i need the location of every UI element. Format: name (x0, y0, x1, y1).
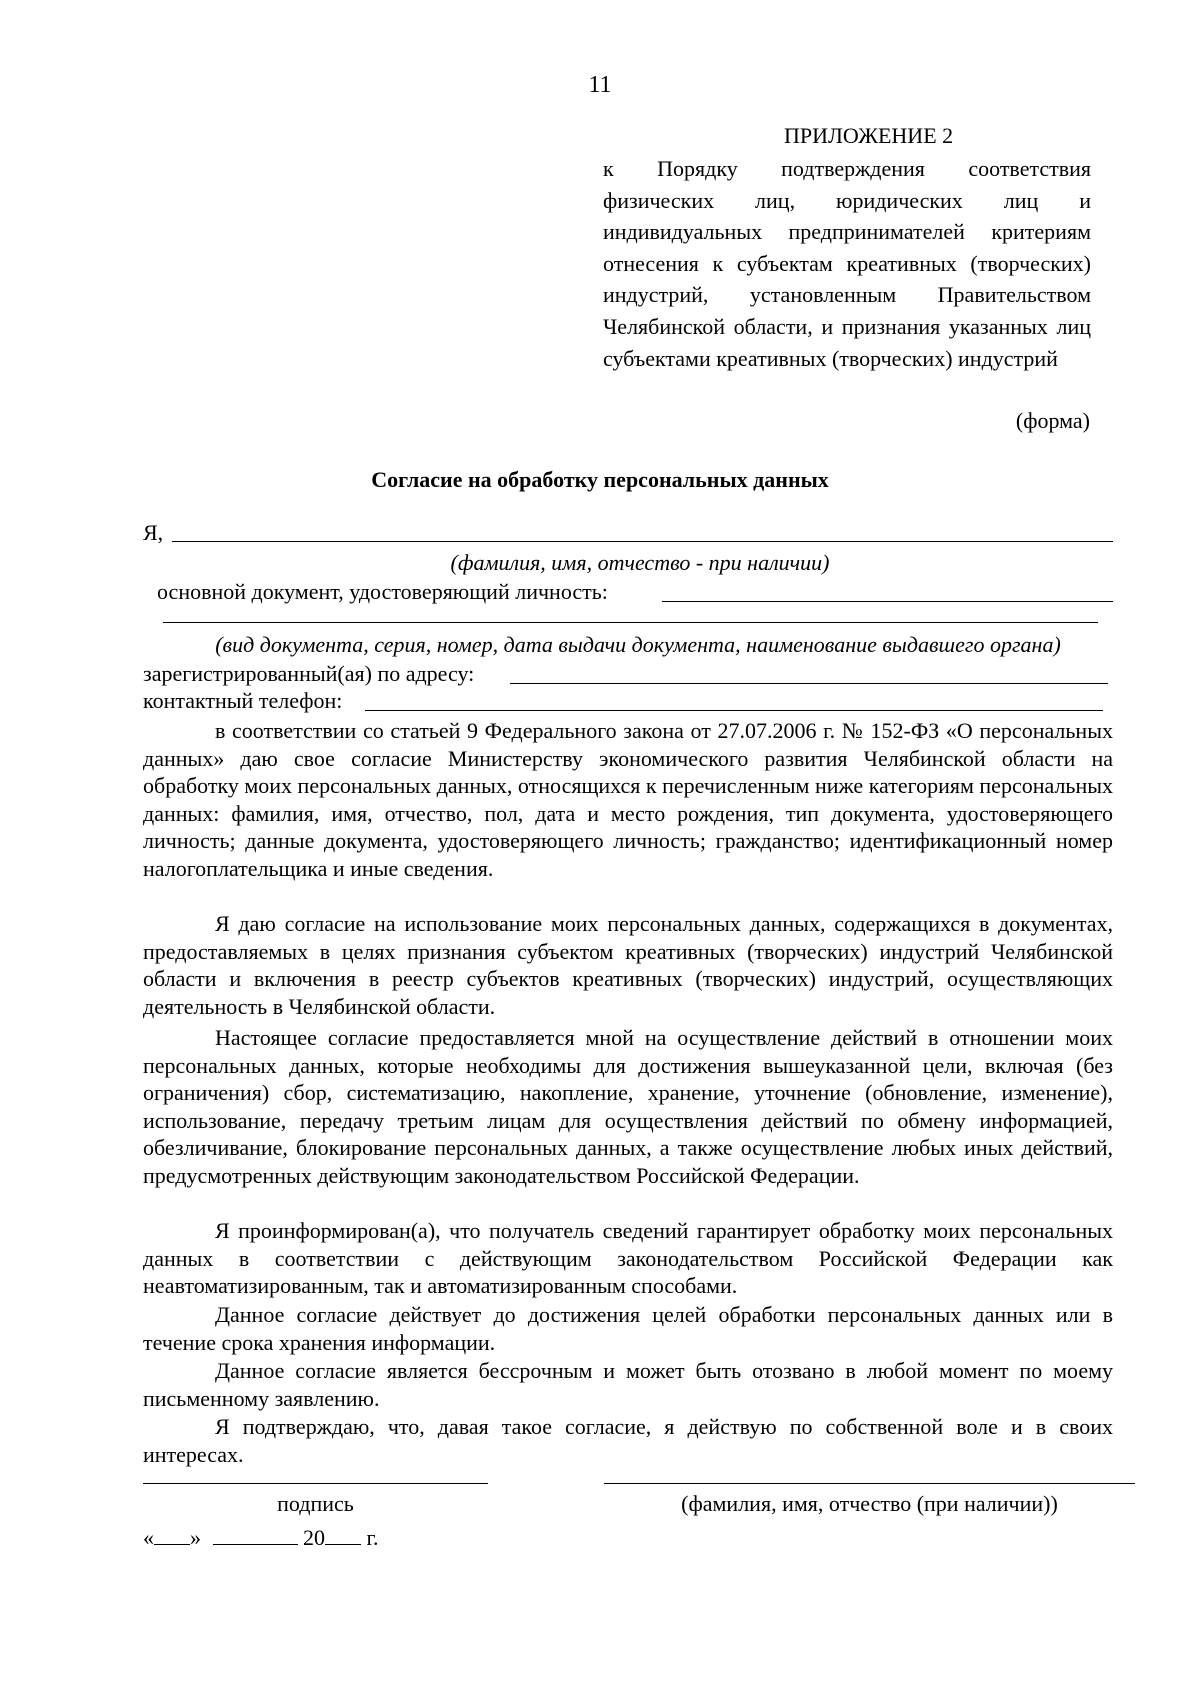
paragraph-1: в соответствии со статьей 9 Федерального закона от 27.07.2006 г. № 152-ФЗ «О персональных данных» даю свое согласие Министерству экономического развития Челябинской области на обработку моих персональных данных, относящихся к перечисленным ниже категориям персональных данных: фамилия, имя, отчество, пол, дата и место рождения, тип документа, удостоверяющего личность; данные документа, удостоверяющего личность; гражданство; идентификационный номер налогоплательщика и иные сведения. (143, 718, 1114, 881)
annex-text: к Порядку подтверждения соответствия физических лиц, юридических лиц и индивидуальных предпринимателей критериям отнесения к субъектам креативных (творческих) индустрий, установленным Правительством Челябинской области, и признания указанных лиц субъектами креативных (творческих) индустрий (603, 156, 1091, 371)
i-label: Я, (143, 520, 164, 545)
paragraph-3: Настоящее согласие предоставляется мной на осуществление действий в отношении моих персональных данных, которые необходимы для достижения вышеуказанной цели, включая (без ограничения) сбор, систематизацию, накопление, хранение, уточнение (обновление, изменение), использование, передачу третьим лицам для осуществления действий по обмену информацией, обезличивание, блокирование персональных данных, а также осуществление любых иных действий, предусмотренных действующим законодательством Российской Федерации. (143, 1025, 1113, 1188)
fullname-label: (фамилия, имя, отчество (при наличии)) (681, 1491, 1058, 1516)
annex-title: ПРИЛОЖЕНИЕ 2 (784, 123, 954, 148)
date-open-quote: « (143, 1525, 154, 1550)
month-blank (213, 1526, 298, 1545)
page-number: 11 (588, 72, 612, 98)
day-blank (154, 1526, 190, 1545)
doc-label: основной документ, удостоверяющий личность: (157, 579, 608, 604)
document-title: Согласие на обработку персональных данных (371, 467, 829, 492)
form-label: (форма) (1015, 408, 1090, 433)
paragraph-6: Данное согласие является бессрочным и может быть отозвано в любой момент по моему письменному заявлению. (143, 1358, 1113, 1411)
paragraph-4: Я проинформирован(а), что получатель сведений гарантирует обработку моих персональных данных в соответствии с действующим законодательством Российской Федерации как неавтоматизированным, так и автоматизированным способами. (143, 1218, 1113, 1298)
doc-field-line-2 (163, 622, 1098, 623)
date-row (143, 1524, 379, 1551)
date-close-quote: » (190, 1525, 201, 1550)
year-suffix: г. (366, 1525, 379, 1550)
year-prefix: 20 (303, 1525, 325, 1550)
address-field-line (510, 683, 1108, 684)
phone-label: контактный телефон: (143, 688, 343, 713)
doc-hint: (вид документа, серия, номер, дата выдачи документа, наименование выдавшего органа) (215, 632, 1061, 657)
paragraph-5: Данное согласие действует до достижения целей обработки персональных данных или в течение срока хранения информации. (143, 1302, 1113, 1355)
signature-label: подпись (277, 1491, 354, 1516)
fullname-line (604, 1483, 1135, 1484)
name-hint: (фамилия, имя, отчество - при наличии) (450, 550, 830, 575)
phone-field-line (365, 710, 1103, 711)
doc-field-line (662, 601, 1113, 602)
address-label: зарегистрированный(ая) по адресу: (143, 661, 475, 686)
year-blank (325, 1526, 361, 1545)
name-field-line (172, 541, 1113, 542)
paragraph-7: Я подтверждаю, что, давая такое согласие, я действую по собственной воле и в своих интересах. (143, 1414, 1113, 1467)
signature-line (143, 1483, 488, 1484)
paragraph-2: Я даю согласие на использование моих персональных данных, содержащихся в документах, предоставляемых в целях признания субъектом креативных (творческих) индустрий Челябинской области и включения в реестр субъектов креативных (творческих) индустрий, осуществляющих деятельность в Челябинской области. (143, 911, 1113, 1019)
